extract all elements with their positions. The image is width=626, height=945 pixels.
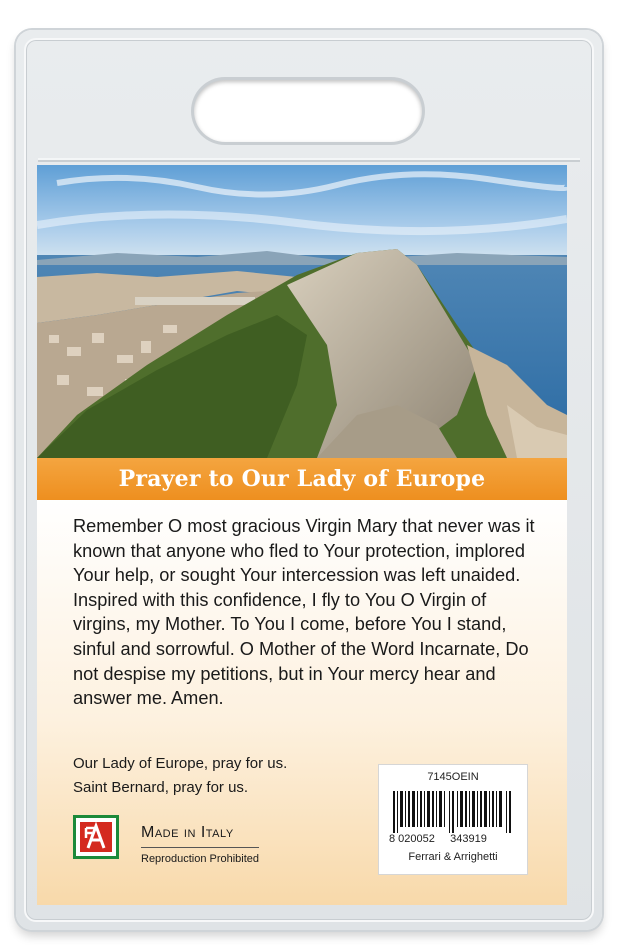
barcode-digits-left: 8 020052 [389, 833, 435, 845]
hang-hole [194, 80, 422, 142]
invocation-line: Saint Bernard, pray for us. [73, 779, 249, 796]
made-in-italy: Made in Italy [141, 824, 234, 841]
barcode-icon [393, 791, 513, 833]
barcode-label [378, 764, 528, 875]
invocation-line: Our Lady of Europe, pray for us. [73, 755, 288, 772]
maker-name: Ferrari & Arrighetti [408, 851, 498, 863]
barcode-digits-right: 343919 [450, 833, 487, 845]
invocations [73, 752, 373, 800]
made-in-divider [141, 847, 259, 848]
product-code: 7145OEIN [427, 771, 479, 783]
prayer-text: Remember O most gracious Virgin Mary that never was it known that anyone who fled to Your protection, implored Your help, or sought Your intercession was left unaided. Inspired with this confidence, I fly to You O Virgin of virgins, my Mother. To You I come, before You I stand, sinful and sorrowful. O Mother of the Word Incarnate, Do not despise my petitions, but in Your mercy hear and answer me. Amen. [73, 516, 535, 709]
brand-logo [73, 815, 119, 859]
barcode-digits [389, 833, 519, 845]
card-title: Prayer to Our Lady of Europe [118, 466, 486, 492]
fa-monogram-icon [80, 822, 112, 852]
gibraltar-photo [37, 165, 567, 458]
reproduction-notice: Reproduction Prohibited [141, 853, 260, 865]
prayer-card [37, 165, 567, 905]
title-band [37, 458, 567, 500]
seal-line [38, 158, 580, 160]
logo-mark [80, 822, 112, 852]
